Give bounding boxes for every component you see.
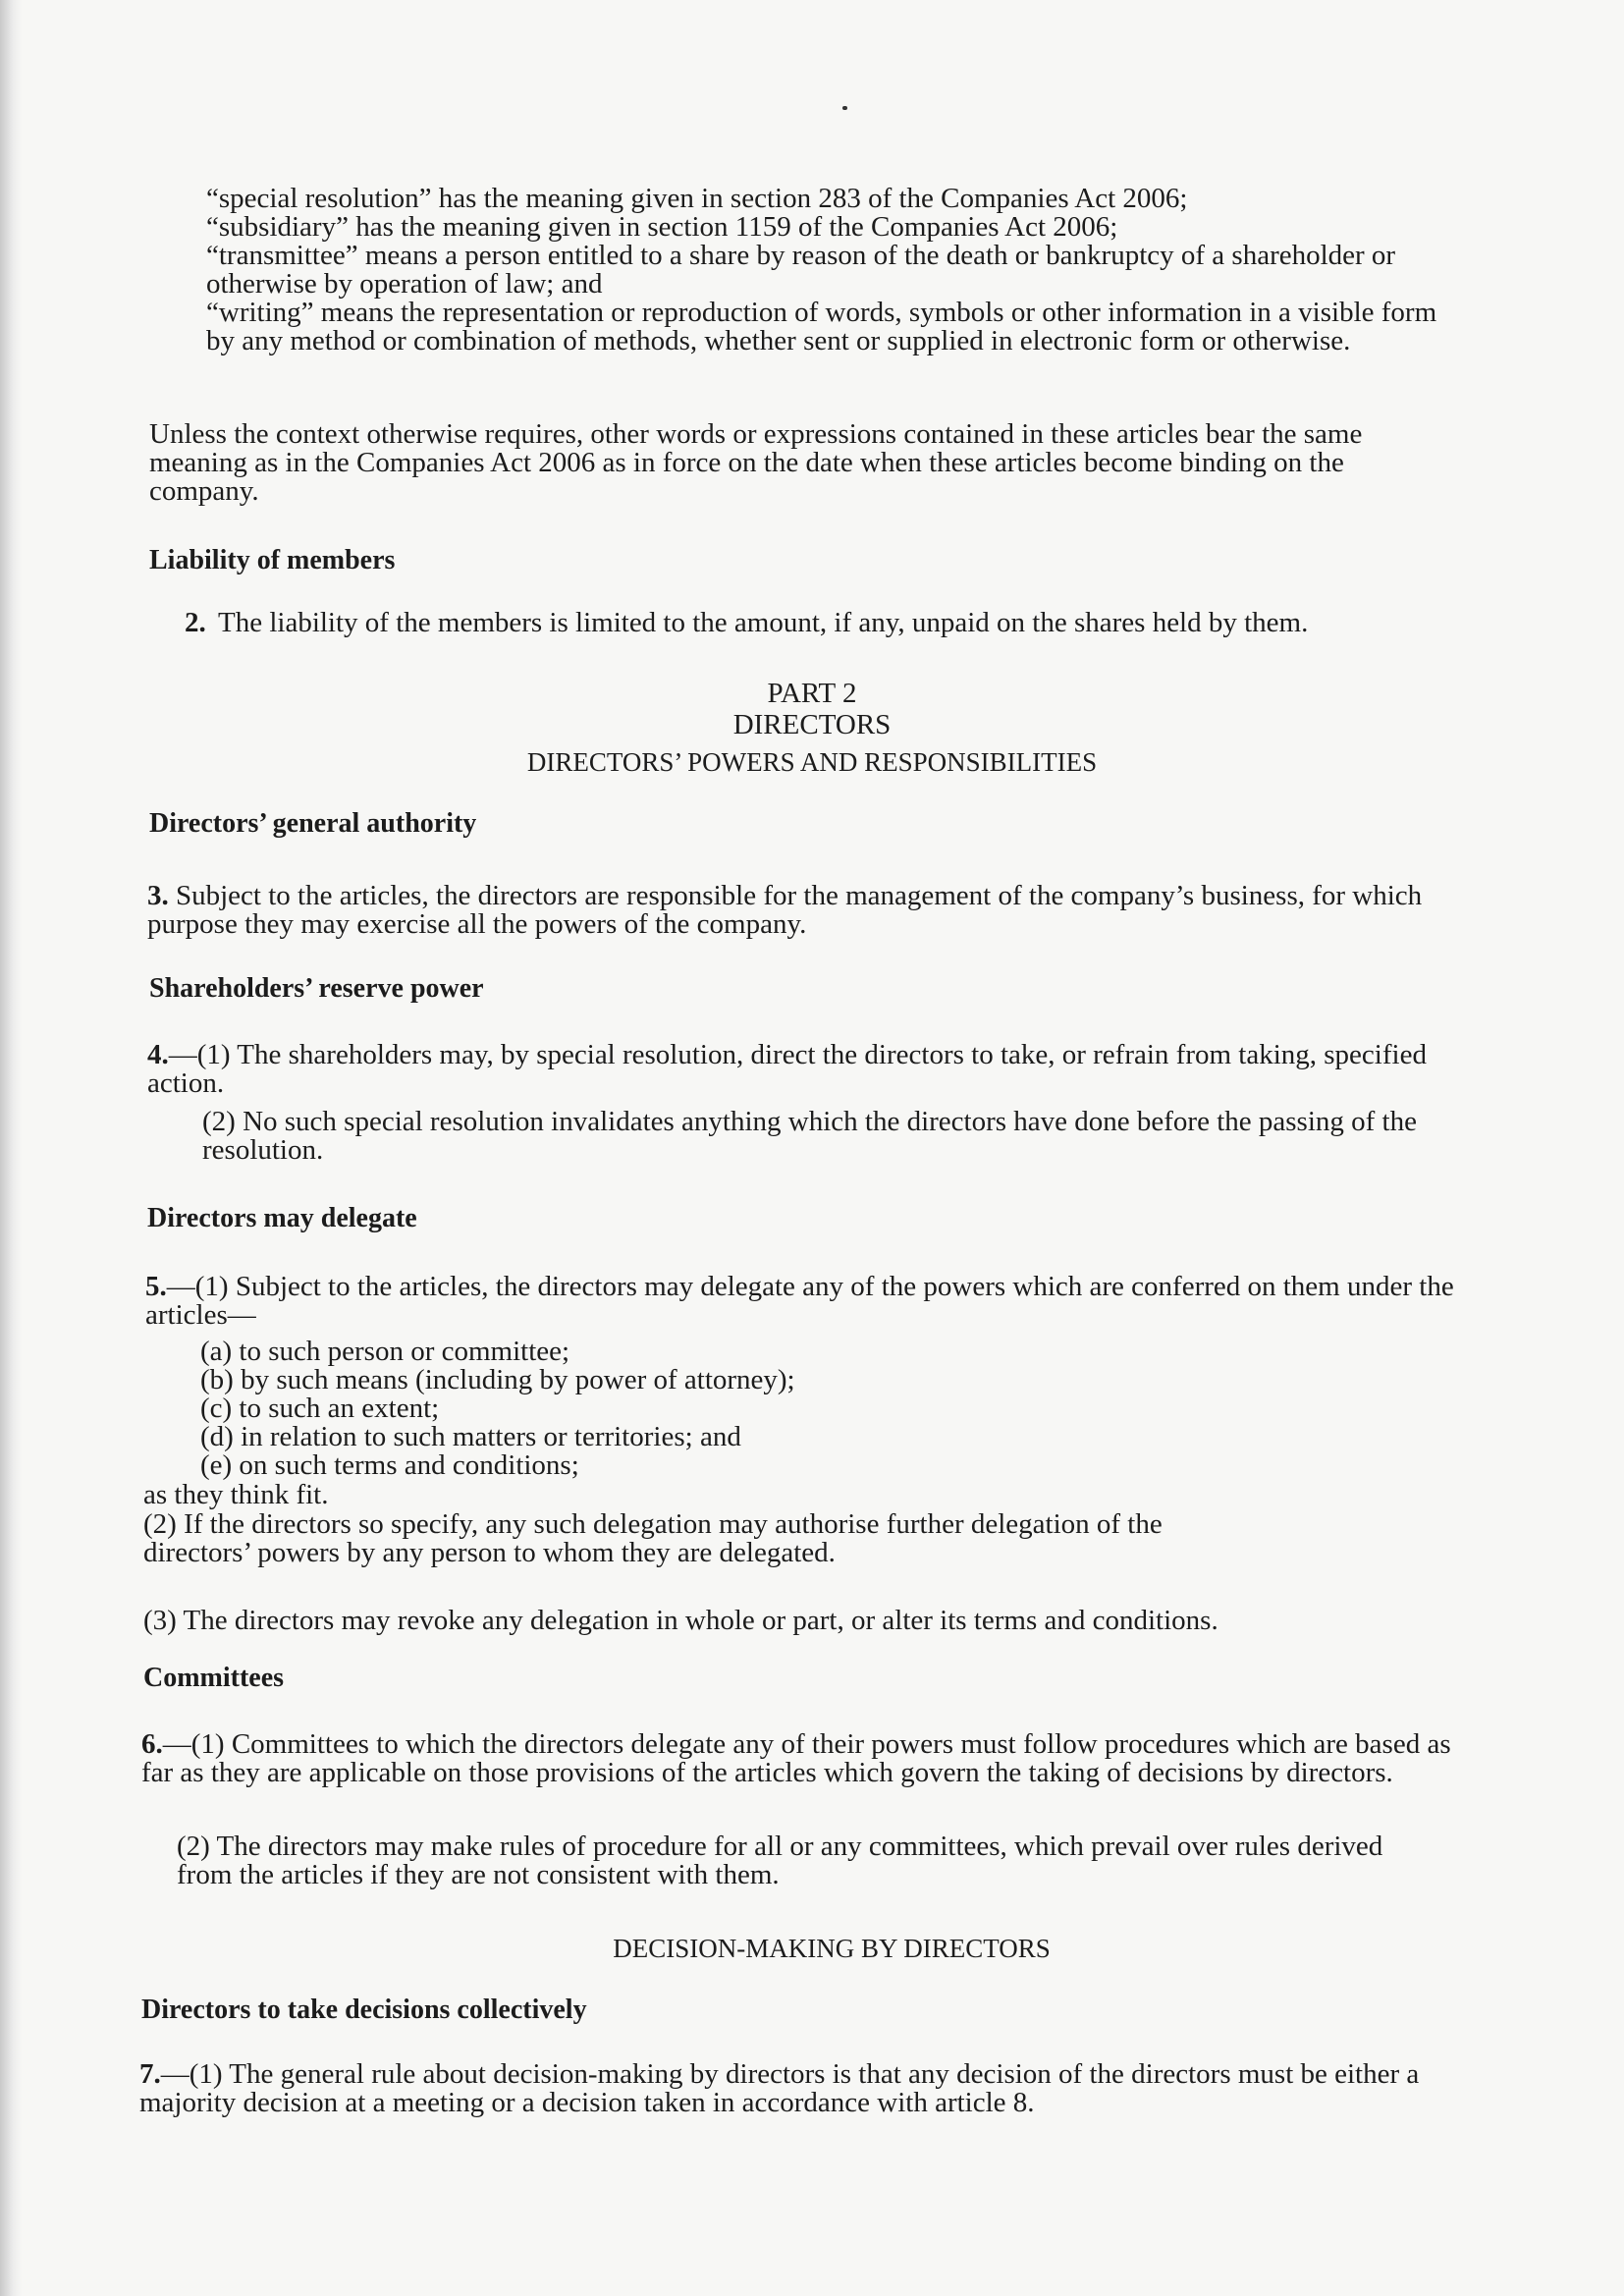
article-2 [185,609,1451,637]
definition-item: “transmittee” means a person entitled to a share by reason of the death or bankruptcy of a shareholder or otherwise by operation of law; and [206,240,1396,300]
article-5-tail: as they think fit. [143,1479,329,1510]
article-7-p1: 7.—(1) The general rule about decision-making by directors is that any decision of the directors must be either a majority decision at a meeting or a decision taken in accordance with article 8. [139,2058,1420,2118]
context-clause: Unless the context otherwise requires, other words or expressions contained in these articles bear the same meaning as in the Companies Act 2006 as in force on the date when these articles become binding on the company. [149,418,1363,507]
section-heading: DECISION-MAKING BY DIRECTORS [613,1934,1051,1963]
article-3-heading: Directors’ general authority [149,808,477,839]
article-5-p2: (2) If the directors so specify, any such delegation may authorise further delegation of the directors’ powers by any person to whom they are delegated. [143,1508,1163,1568]
article-5-heading: Directors may delegate [147,1203,417,1233]
list-item: (d) in relation to such matters or territories; and [200,1421,741,1452]
article-7-heading: Directors to take decisions collectively [141,1995,587,2025]
liability-heading: Liability of members [149,545,396,575]
article-number: 4. [147,1039,169,1070]
part-subtitle: DIRECTORS’ POWERS AND RESPONSIBILITIES [526,747,1098,777]
list-item: (e) on such terms and conditions; [200,1449,579,1481]
article-4-p1: 4.—(1) The shareholders may, by special resolution, direct the directors to take, or refrain from taking, specified action. [147,1039,1427,1099]
article-5-p3: (3) The directors may revoke any delegation in whole or part, or alter its terms and conditions. [143,1605,1218,1636]
definition-item: “writing” means the representation or reproduction of words, symbols or other information in a visible form by any method or combination of methods, whether sent or supplied in electronic form or otherwise. [206,297,1437,356]
article-6-heading: Committees [143,1663,285,1693]
article-5-list [200,1338,1084,1480]
list-item: (a) to such person or committee; [200,1336,570,1367]
list-item: (b) by such means (including by power of attorney); [200,1364,795,1395]
article-4-p2: (2) No such special resolution invalidates anything which the directors have done before the passing of the resolution. [202,1106,1417,1166]
article-text: The liability of the members is limited to the amount, if any, unpaid on the shares held by them. [218,607,1309,638]
article-3-text: 3. Subject to the articles, the directors are responsible for the management of the company’s business, for which purpose they may exercise all the powers of the company. [147,880,1423,940]
article-number: 7. [139,2058,161,2090]
part-title: DIRECTORS [732,709,892,740]
definitions-block [206,185,1448,355]
article-number: 2. [185,607,206,638]
article-5-p1: 5.—(1) Subject to the articles, the directors may delegate any of the powers which are conferred on them under the articles— [145,1271,1454,1331]
article-number: 5. [145,1271,167,1302]
article-number: 6. [141,1728,163,1760]
article-6-p2: (2) The directors may make rules of procedure for all or any committees, which prevail over rules derived from the articles if they are not consistent with them. [177,1831,1383,1890]
part-label: PART 2 [767,678,857,709]
article-number: 3. [147,880,169,911]
definition-item: “special resolution” has the meaning given in section 283 of the Companies Act 2006; [206,183,1188,214]
article-4-heading: Shareholders’ reserve power [149,973,484,1004]
definition-item: “subsidiary” has the meaning given in section 1159 of the Companies Act 2006; [206,211,1118,243]
list-item: (c) to such an extent; [200,1393,440,1424]
article-6-p1: 6.—(1) Committees to which the directors delegate any of their powers must follow procedures which are based as far as they are applicable on those provisions of the articles which govern the taking of decisions by directors. [141,1728,1451,1788]
